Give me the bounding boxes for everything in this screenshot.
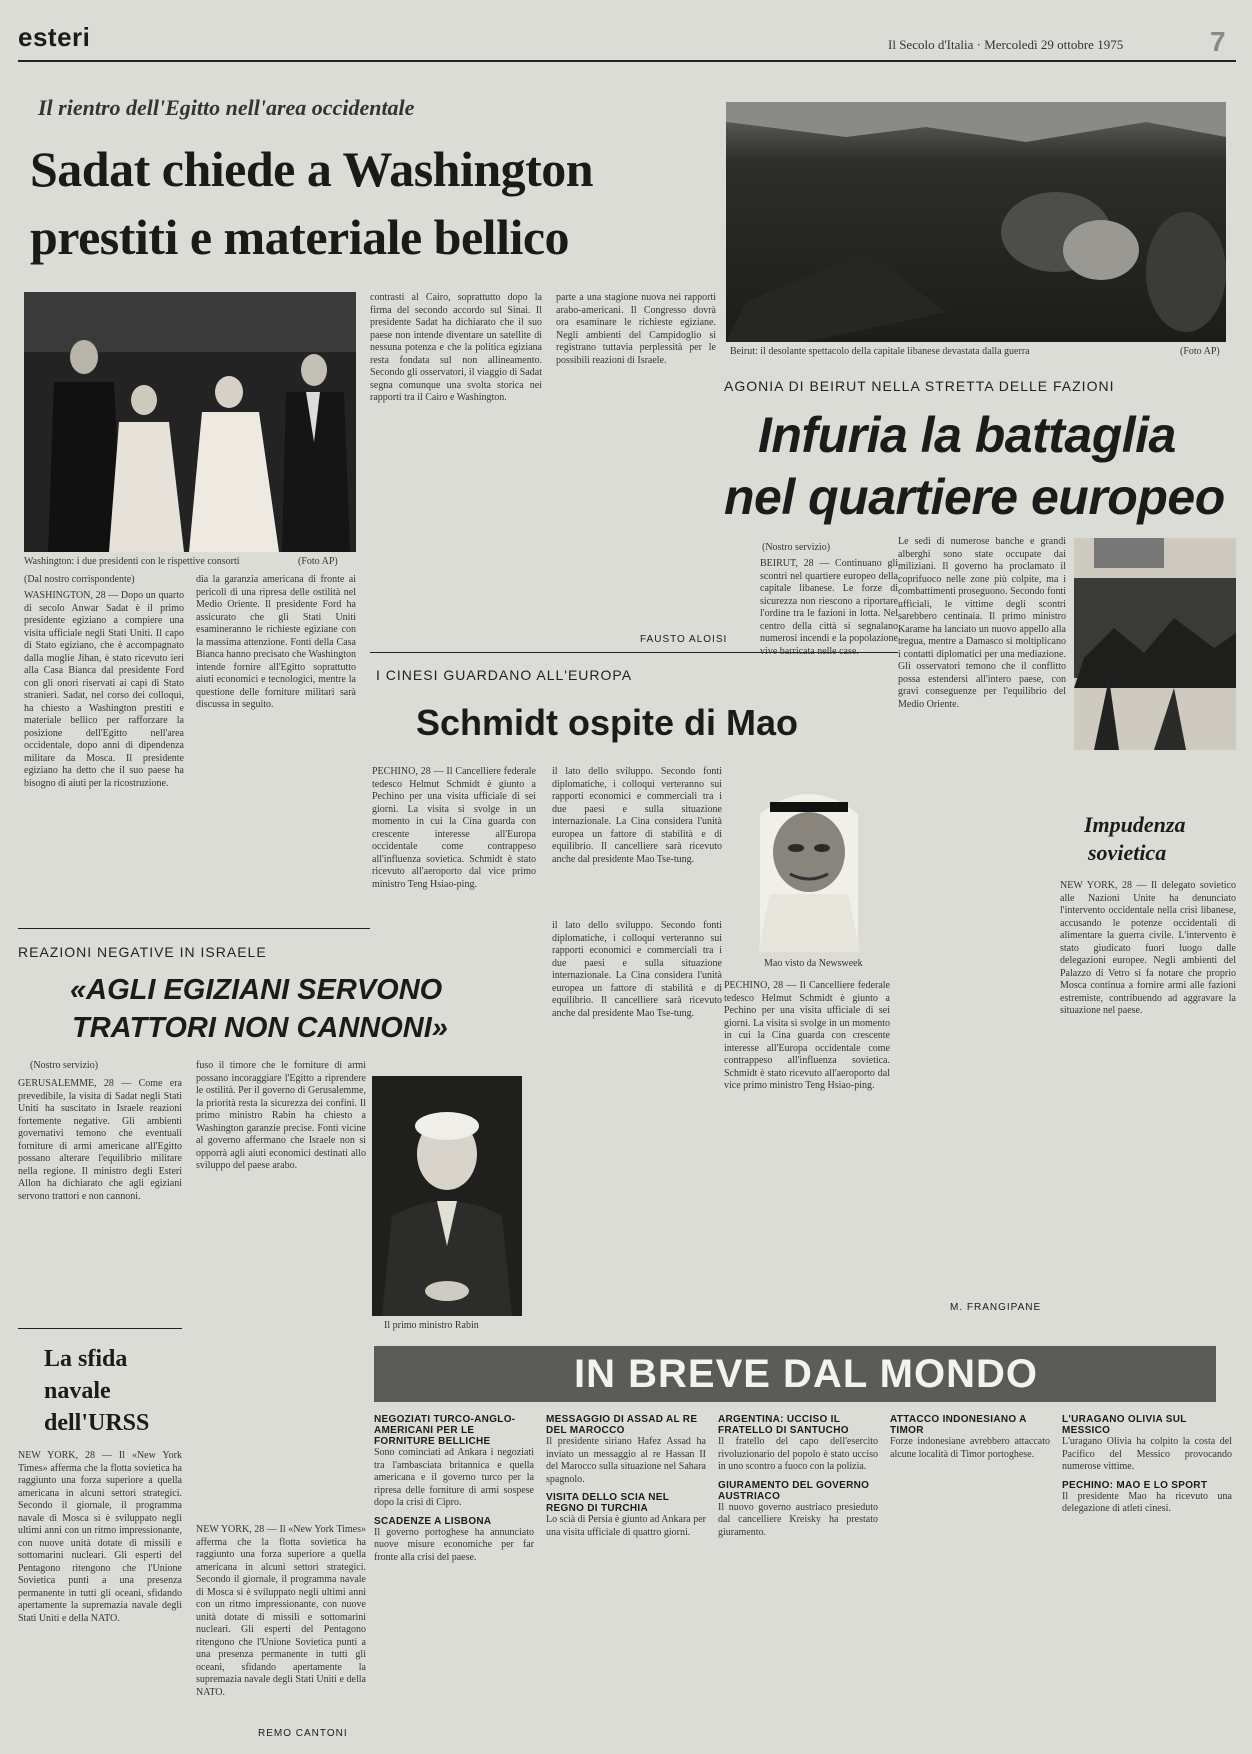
schmidt-col-2: il lato dello sviluppo. Secondo fonti diplomatiche, i colloqui verteranno sui rapporti economici e commerciali tra i due paesi e sulla situazione internazionale. La Cina considera l'unità europea un fattore di stabilità e di equilibrio. Il cancelliere sarà ricevuto anche dal presidente Mao Tse-tung.: [552, 766, 722, 865]
beirut-byline: (Nostro servizio): [762, 542, 831, 553]
beirut-photo-caption: Beirut: il desolante spettacolo della capitale libanese devastata dalla guerra: [730, 346, 1030, 357]
breve-item: [546, 1492, 706, 1539]
breve-item-text: Il presidente siriano Hafez Assad ha inviato un messaggio al re Hassan II del Marocco sulla situazione nel Sahara spagnolo.: [546, 1436, 706, 1485]
breve-col-2: [546, 1414, 706, 1744]
israele-col-1: GERUSALEMME, 28 — Come era prevedibile, la visita di Sadat negli Stati Uniti ha suscitato in Israele reazioni fortemente negative. Gli ambienti governativi temono che eventuali forniture di armi americane all'Egitto possano alterare l'equilibrio militare nella regione. Il ministro degli Esteri Allon ha dichiarato che agli egiziani servono trattori e non cannoni.: [18, 1078, 182, 1202]
schmidt-col-1: PECHINO, 28 — Il Cancelliere federale tedesco Helmut Schmidt è giunto a Pechino per una visita ufficiale di sei giorni. La visita si svolge in un momento in cui la Cina guarda con crescente interesse all'Europa occidentale come contrappeso all'influenza sovietica. Schmidt è stato ricevuto all'aeroporto dal vice primo ministro Teng Hsiao-ping.: [372, 766, 536, 890]
sadat-col-1: WASHINGTON, 28 — Dopo un quarto di secolo Anwar Sadat è il primo presidente egiziano a compiere una visita ufficiale negli Stati Uniti. Il capo di Stato egiziano, che è accompagnato dalla moglie Jihan, è stato ricevuto ieri alla Casa Bianca dal presidente Ford con gli onori riservati ai capi di Stato stranieri. Sadat, nel corso dei colloqui, ha chiesto a Washington prestiti e materiale bellico per rafforzare la posizione dell'Egitto nell'area occidentale, dopo anni di dipendenza militare da Mosca. Il presidente egiziano ha detto che il suo paese ha bisogno di aiuti per la ricostruzione.: [24, 590, 184, 789]
israele-headline-1: «AGLI EGIZIANI SERVONO: [70, 974, 443, 1006]
impudenza-headline-2: sovietica: [1088, 840, 1167, 865]
urss-headline-3: dell'URSS: [44, 1410, 150, 1436]
breve-item: [718, 1414, 878, 1474]
sadat-col-3: contrasti al Cairo, soprattutto dopo la firma del secondo accordo sul Sinai. Il presidente Sadat ha dichiarato che il suo paese non intende diventare un satellite di nessuna potenza e che la politica egiziana resta fondata sul non allineamento. Secondo gli osservatori, il viaggio di Sadat segna comunque una svolta storica nei rapporti tra il Cairo e Washington.: [370, 292, 542, 403]
breve-item-head: ARGENTINA: UCCISO IL FRATELLO DI SANTUCHO: [718, 1414, 849, 1436]
schmidt-kicker: I CINESI GUARDANO ALL'EUROPA: [376, 667, 633, 683]
breve-item: [890, 1414, 1050, 1461]
beirut-signature: M. FRANGIPANE: [950, 1302, 1042, 1313]
militia-photo: [1074, 538, 1236, 750]
rabin-photo: [372, 1076, 522, 1316]
sadat-photo-credit: (Foto AP): [298, 556, 338, 567]
urss-body: NEW YORK, 28 — Il «New York Times» afferma che la flotta sovietica ha raggiunto una forza superiore a quella americana in alcuni settori strategici. Secondo il giornale, il programma navale di Mosca si è sviluppato negli ultimi anni con un ritmo impressionante, con nuove unità dotate di missili e sottomarini nucleari. Gli esperti del Pentagono ritengono che l'Unione Sovietica punti a una presenza permanente in tutti gli oceani, sfidando apertamente la supremazia navale degli Stati Uniti e della NATO.: [18, 1450, 182, 1624]
beirut-col-2: Le sedi di numerose banche e grandi alberghi sono state occupate dai miliziani. Il governo ha proclamato il coprifuoco nelle zone più colpite, ma i combattimenti proseguono. Secondo fonti ufficiali, le vittime degli scontri sarebbero centinaia. Il primo ministro Karame ha lanciato un nuovo appello alla tregua, mentre a Damasco si moltiplicano i contatti diplomatici per una mediazione. Gli osservatori temono che il conflitto possa estendersi all'intero paese, con gravi conseguenze per l'equilibrio del Medio Oriente.: [898, 536, 1066, 710]
breve-item: [374, 1414, 534, 1510]
israele-byline: (Nostro servizio): [30, 1060, 99, 1071]
urss-signature: REMO CANTONI: [258, 1728, 348, 1739]
urss-body-cont: NEW YORK, 28 — Il «New York Times» afferma che la flotta sovietica ha raggiunto una forza superiore a quella americana in alcuni settori strategici. Secondo il giornale, il programma navale di Mosca si è sviluppato negli ultimi anni con un ritmo impressionante, con nuove unità dotate di missili e sottomarini nucleari. Gli esperti del Pentagono ritengono che l'Unione Sovietica punti a una presenza permanente in tutti gli oceani, sfidando apertamente la supremazia navale degli Stati Uniti e della NATO.: [196, 1524, 366, 1698]
beirut-kicker: AGONIA DI BEIRUT NELLA STRETTA DELLE FAZIONI: [724, 378, 1115, 394]
impudenza-headline-1: Impudenza: [1084, 812, 1186, 837]
breve-item: [546, 1414, 706, 1486]
breve-item-text: L'uragano Olivia ha colpito la costa del Pacifico del Messico provocando numerose vittime.: [1062, 1436, 1232, 1472]
beirut-photo-credit: (Foto AP): [1180, 346, 1220, 357]
breve-item-text: Il governo portoghese ha annunciato nuove misure economiche per far fronte alla crisi del paese.: [374, 1526, 534, 1563]
breve-item-head: L'URAGANO OLIVIA SUL MESSICO: [1062, 1414, 1187, 1436]
sadat-kicker: Il rientro dell'Egitto nell'area occidentale: [38, 95, 415, 120]
beirut-col-1: BEIRUT, 28 — Continuano gli scontri nel quartiere europeo della capitale libanese. Le forze di sicurezza non riescono a riportare l'ordine tra le fazioni in lotta. Nel centro della città si segnalano numerosi incendi e la popolazione vive barricata nelle case.: [760, 558, 898, 657]
schmidt-col-3-cont: PECHINO, 28 — Il Cancelliere federale tedesco Helmut Schmidt è giunto a Pechino per una visita ufficiale di sei giorni. La visita si svolge in un momento in cui la Cina guarda con crescente interesse all'Europa occidentale come contrappeso all'influenza sovietica. Schmidt è stato ricevuto all'aeroporto dal vice primo ministro Teng Hsiao-ping.: [724, 980, 890, 1091]
breve-col-1: [374, 1414, 534, 1744]
breve-item: [1062, 1414, 1232, 1474]
breve-item: [1062, 1480, 1232, 1516]
schmidt-headline: Schmidt ospite di Mao: [416, 702, 799, 743]
sadat-photo: [24, 292, 356, 552]
breve-item-head: SCADENZE A LISBONA: [374, 1515, 492, 1527]
israele-bottom-rule: [18, 1328, 182, 1329]
section-label: esteri: [18, 22, 91, 52]
breve-item-text: Sono cominciati ad Ankara i negoziati tra l'ambasciata britannica e quella americana e il governo turco per la ripresa delle forniture di armi sospese dopo la crisi di Cipro.: [374, 1447, 534, 1508]
schmidt-col-2-cont: il lato dello sviluppo. Secondo fonti diplomatiche, i colloqui verteranno sui rapporti economici e commerciali tra i due paesi e sulla situazione internazionale. La Cina considera l'unità europea un fattore di stabilità e di equilibrio. Il cancelliere sarà ricevuto anche dal presidente Mao Tse-tung.: [552, 920, 722, 1019]
israele-headline-2: TRATTORI NON CANNONI»: [72, 1012, 448, 1044]
rabin-photo-caption: Il primo ministro Rabin: [384, 1320, 479, 1331]
israele-kicker: REAZIONI NEGATIVE IN ISRAELE: [18, 944, 267, 960]
paper-date: Il Secolo d'Italia · Mercoledì 29 ottobre 1975: [888, 37, 1124, 52]
page-number: 7: [1210, 26, 1226, 57]
masthead-rule: [18, 60, 1236, 62]
beirut-headline-1: Infuria la battaglia: [758, 407, 1176, 463]
urss-headline-2: navale: [44, 1378, 111, 1404]
breve-col-3: [718, 1414, 878, 1744]
breve-item: [718, 1480, 878, 1540]
breve-item-text: Il fratello del capo dell'esercito rivoluzionario del popolo è stato ucciso in uno scontro a fuoco con la polizia.: [718, 1436, 878, 1472]
sadat-headline-1: Sadat chiede a Washington: [30, 141, 594, 197]
breve-col-5: [1062, 1414, 1232, 1744]
sadat-headline-2: prestiti e materiale bellico: [30, 209, 570, 265]
sadat-byline: (Dal nostro corrispondente): [24, 574, 135, 585]
impudenza-body: NEW YORK, 28 — Il delegato sovietico alle Nazioni Unite ha denunciato l'intervento occidentale nella crisi libanese, accusando le potenze occidentali di alimentare la guerra civile. L'intervento è stato giudicato fuori luogo dalle delegazioni europee. Negli ambienti del Palazzo di Vetro si fa notare che proprio Mosca continua a fornire armi alle fazioni estremiste, contribuendo ad aggravare la situazione nel paese.: [1060, 880, 1236, 1016]
urss-headline-1: La sfida: [44, 1346, 128, 1372]
mao-photo: [730, 774, 888, 952]
sadat-photo-caption: Washington: i due presidenti con le rispettive consorti: [24, 556, 240, 567]
sadat-col-4: parte a una stagione nuova nei rapporti arabo-americani. Il Congresso dovrà ora esaminare le richieste egiziane. Negli ambienti del Campidoglio si registrano tuttavia perplessità per le possibili reazioni di Israele.: [556, 292, 716, 366]
breve-item-text: Il presidente Mao ha ricevuto una delegazione di atleti cinesi.: [1062, 1490, 1232, 1514]
breve-item-head: NEGOZIATI TURCO-ANGLO-AMERICANI PER LE FORNITURE BELLICHE: [374, 1414, 516, 1447]
breve-item-head: ATTACCO INDONESIANO A TIMOR: [890, 1414, 1027, 1436]
beirut-photo: [726, 102, 1226, 342]
israele-col-2: fuso il timore che le forniture di armi possano incoraggiare l'Egitto a riprendere le ostilità. Per il governo di Gerusalemme, la priorità resta la sicurezza dei confini. Il primo ministro Rabin ha chiesto a Washington garanzie precise. Fonti vicine al governo affermano che Israele non si opporrà agli aiuti economici destinati allo sviluppo del paese arabo.: [196, 1060, 366, 1171]
breve-title: IN BREVE DAL MONDO: [574, 1352, 1038, 1396]
breve-item: [374, 1516, 534, 1565]
breve-item-text: Lo scià di Persia è giunto ad Ankara per una visita ufficiale di quattro giorni.: [546, 1514, 706, 1538]
breve-col-4: [890, 1414, 1050, 1744]
breve-item-head: GIURAMENTO DEL GOVERNO AUSTRIACO: [718, 1479, 870, 1502]
breve-item-head: MESSAGGIO DI ASSAD AL RE DEL MAROCCO: [546, 1414, 698, 1436]
breve-item-head: PECHINO: MAO E LO SPORT: [1062, 1479, 1208, 1491]
sadat-signature: FAUSTO ALOISI: [640, 634, 728, 645]
beirut-headline-2: nel quartiere europeo: [724, 469, 1225, 525]
breve-item-head: VISITA DELLO SCIA NEL REGNO DI TURCHIA: [546, 1492, 669, 1514]
sadat-col-2: dia la garanzia americana di fronte ai pericoli di una ripresa delle ostilità nel Medio Oriente. Il presidente Ford ha assicurato che gli Stati Uniti esamineranno le richieste egiziane con la massima attenzione. Fonti della Casa Bianca hanno precisato che Washington intende fornire all'Egitto soprattutto aiuti economici e tecnologici, mentre la questione delle forniture militari sarà discussa in seguito.: [196, 574, 356, 710]
sadat-bottom-rule: [18, 928, 370, 929]
breve-item-text: Forze indonesiane avrebbero attaccato alcune località di Timor portoghese.: [890, 1436, 1050, 1460]
breve-item-text: Il nuovo governo austriaco presieduto dal cancelliere Kreisky ha prestato giuramento.: [718, 1501, 878, 1538]
mao-photo-caption: Mao visto da Newsweek: [764, 958, 863, 969]
